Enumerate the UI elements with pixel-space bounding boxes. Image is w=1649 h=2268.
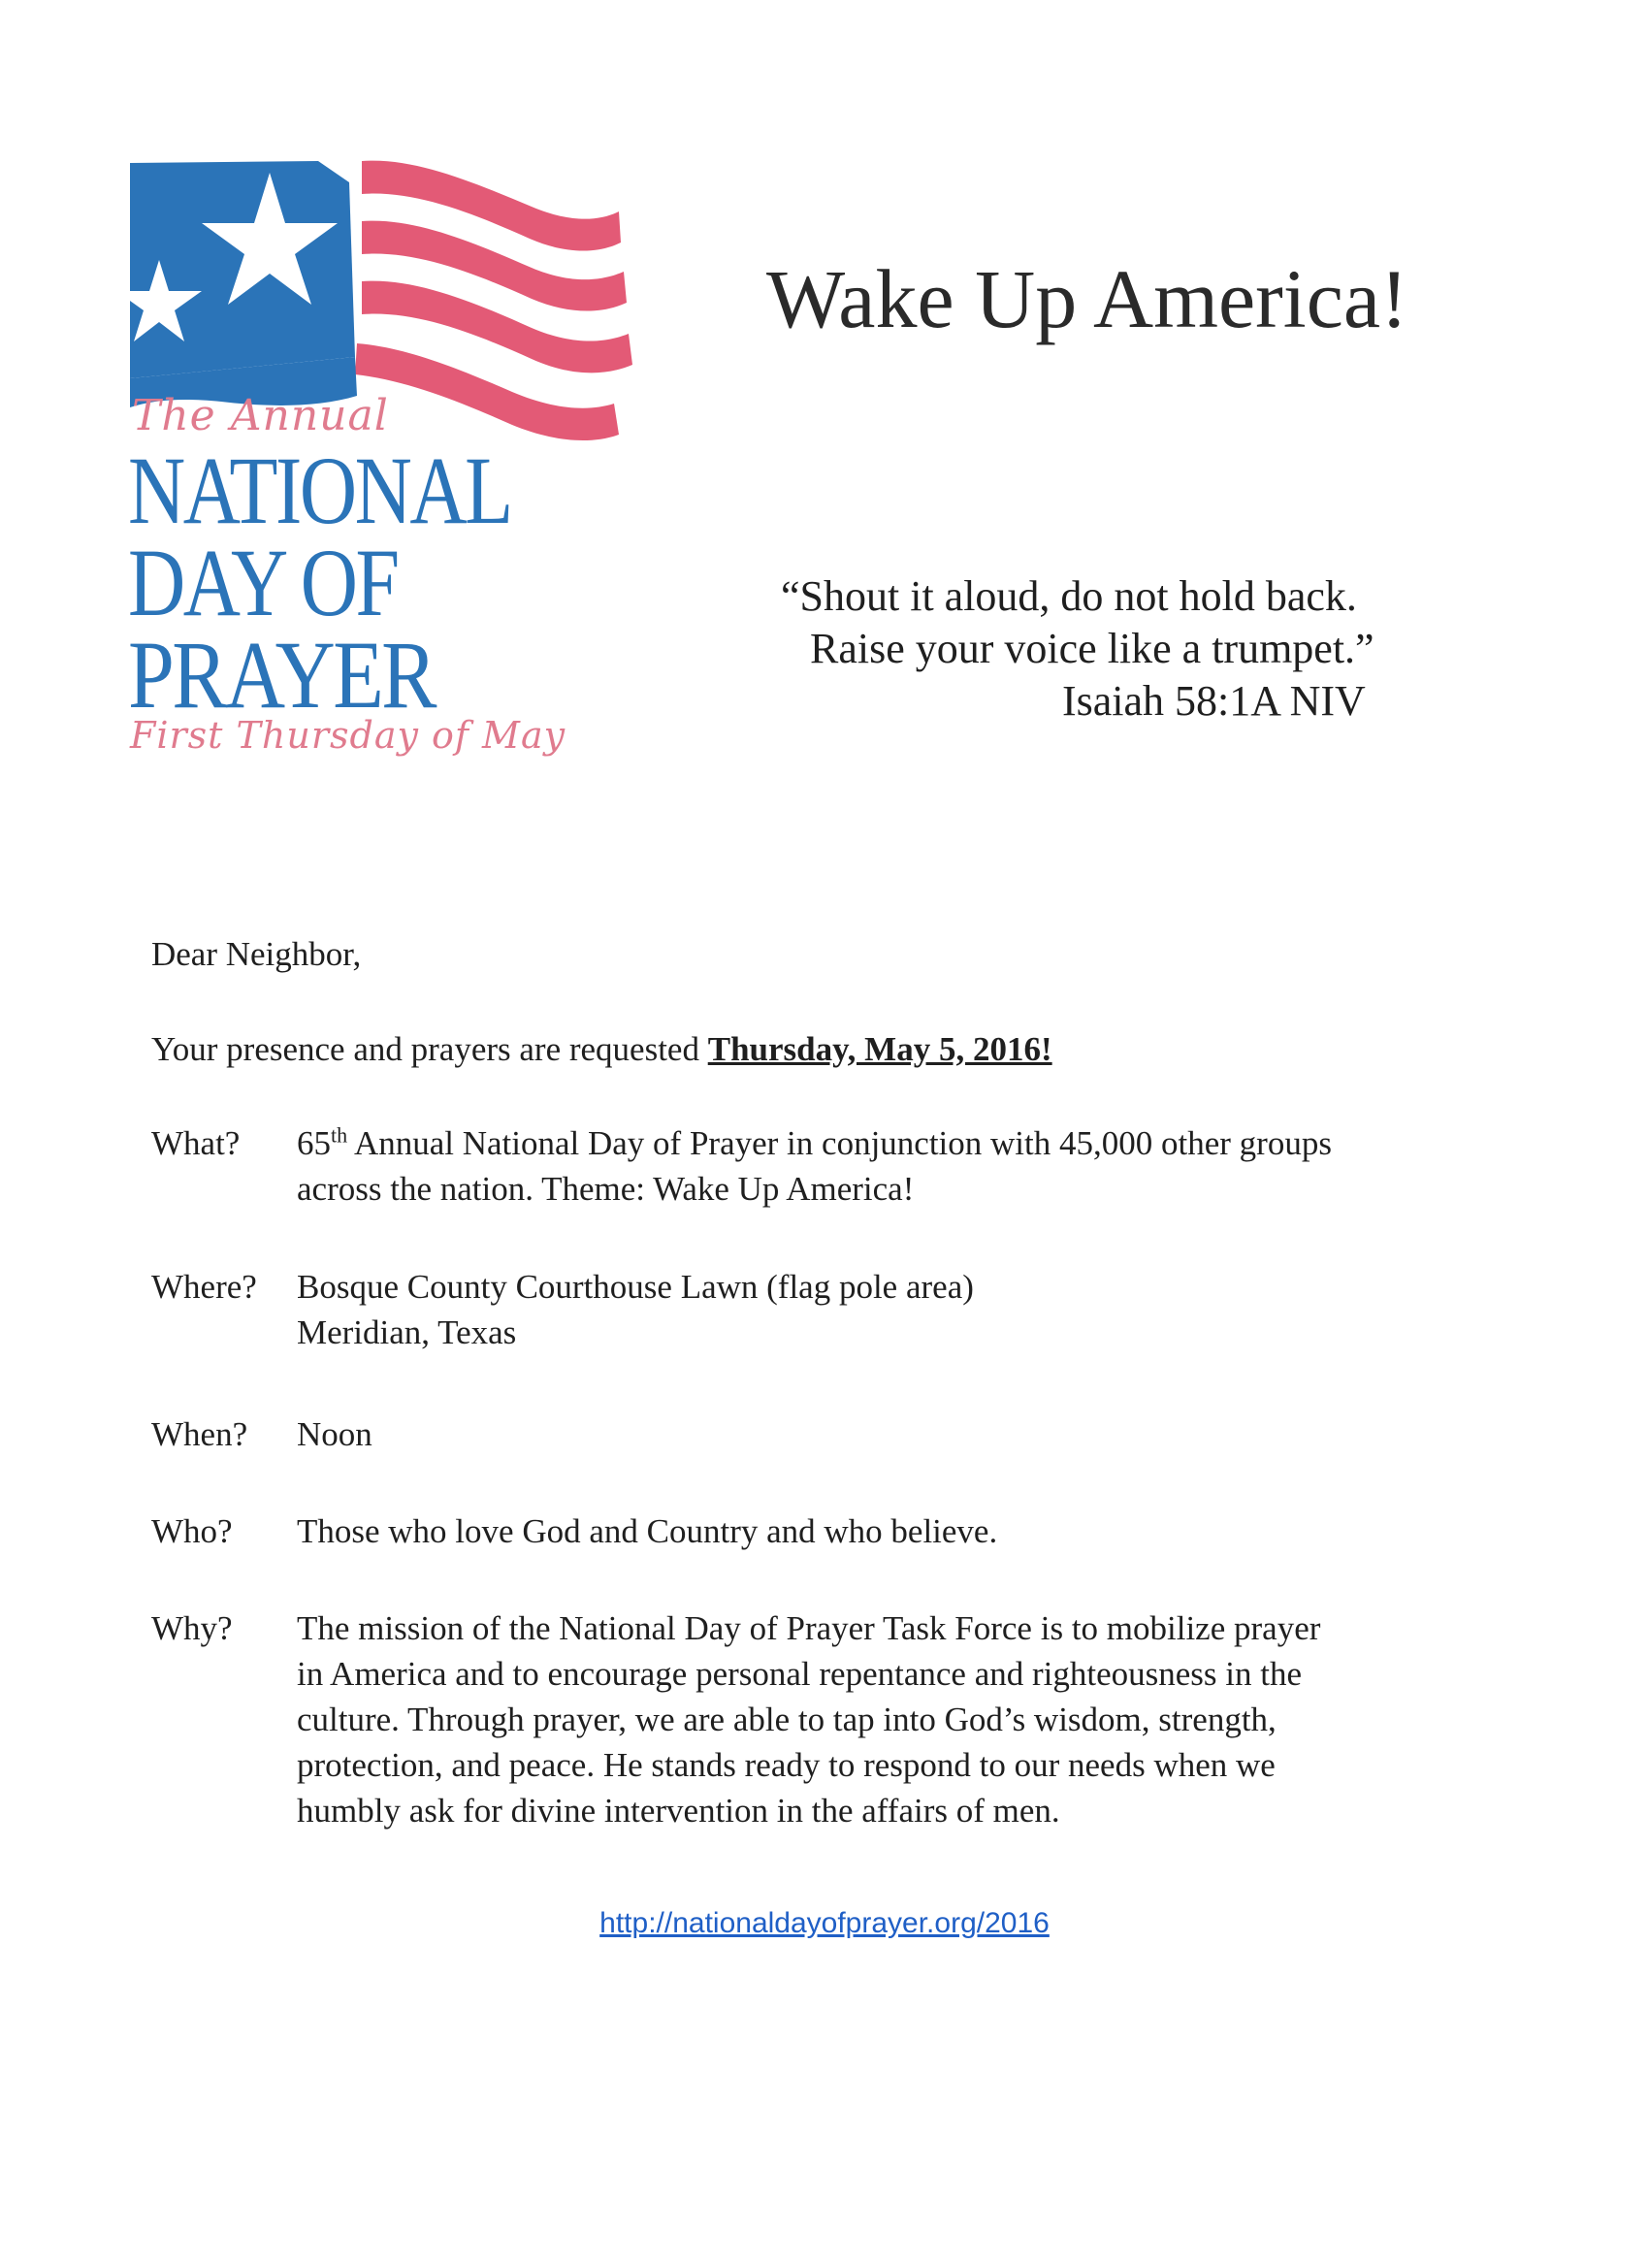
why-line: humbly ask for divine intervention in the affairs of men. <box>297 1792 1060 1830</box>
why-line: The mission of the National Day of Prayer Task Force is to mobilize prayer <box>297 1609 1321 1647</box>
quote-line-1: “Shout it aloud, do not hold back. <box>781 572 1357 620</box>
what-line-1: Annual National Day of Prayer in conjunction with 45,000 other groups <box>347 1124 1332 1162</box>
why-line: culture. Through prayer, we are able to tap into God’s wisdom, strength, <box>297 1701 1277 1738</box>
where-label: Where? <box>151 1268 257 1306</box>
website-link[interactable]: http://nationaldayofprayer.org/2016 <box>599 1907 1050 1939</box>
logo-national-text: NATIONAL <box>128 437 511 544</box>
page-title: Wake Up America! <box>766 252 1408 345</box>
quote-citation: Isaiah 58:1A NIV <box>1062 677 1366 725</box>
who-answer <box>297 1508 1500 1554</box>
where-answer <box>297 1264 1500 1355</box>
logo-day-of-text: DAY OF <box>128 529 398 636</box>
why-line: in America and to encourage personal repentance and righteousness in the <box>297 1655 1303 1693</box>
scripture-quote <box>781 570 1479 728</box>
when-answer <box>297 1411 1500 1457</box>
what-line-2: across the nation. Theme: Wake Up America! <box>297 1170 915 1208</box>
what-answer <box>297 1120 1500 1212</box>
where-line-2: Meridian, Texas <box>297 1313 517 1351</box>
ordinal-suffix: th <box>331 1122 348 1148</box>
who-label: Who? <box>151 1512 233 1550</box>
event-date: Thursday, May 5, 2016! <box>707 1030 1052 1068</box>
greeting: Dear Neighbor, <box>151 935 362 973</box>
request-prefix: Your presence and prayers are requested <box>151 1030 708 1068</box>
when-label: When? <box>151 1415 248 1453</box>
first-thursday-text: First Thursday of May <box>130 714 566 757</box>
why-answer <box>297 1605 1500 1833</box>
quote-line-2: Raise your voice like a trumpet.” <box>810 625 1374 672</box>
request-line <box>151 1026 1052 1072</box>
who-value: Those who love God and Country and who believe. <box>297 1512 998 1550</box>
why-line: protection, and peace. He stands ready to respond to our needs when we <box>297 1746 1276 1784</box>
when-value: Noon <box>297 1415 372 1453</box>
national-day-of-prayer-logo <box>124 153 648 755</box>
the-annual-text: The Annual <box>132 391 389 440</box>
what-label: What? <box>151 1124 241 1162</box>
logo-prayer-text: PRAYER <box>128 621 435 729</box>
where-line-1: Bosque County Courthouse Lawn (flag pole area) <box>297 1268 974 1306</box>
anniversary-number: 65 <box>297 1124 331 1162</box>
why-label: Why? <box>151 1609 233 1647</box>
